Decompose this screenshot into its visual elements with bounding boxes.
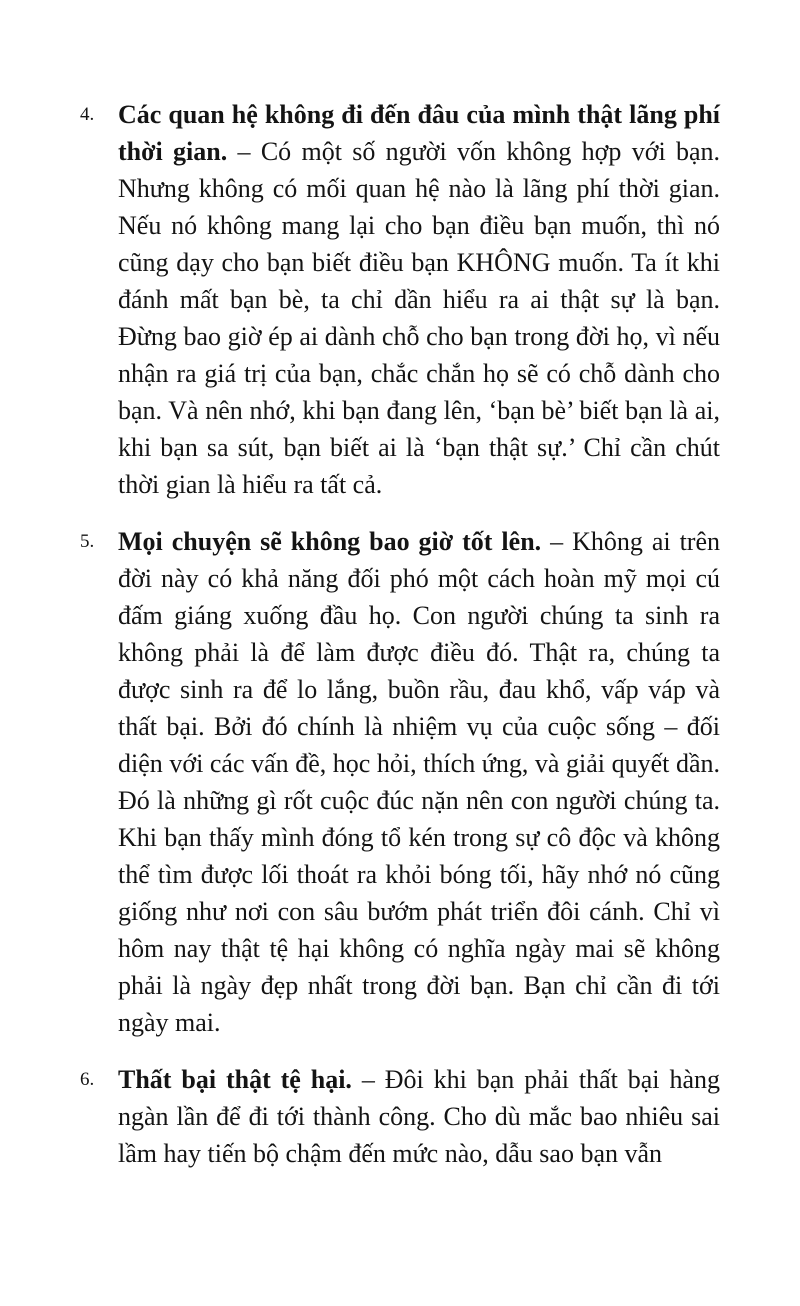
list-item [80, 96, 720, 503]
item-number: 5. [80, 531, 95, 552]
item-body: – Có một số người vốn không hợp với bạn. Nhưng không có mối quan hệ nào là lãng phí thời gian. Nếu nó không mang lại cho bạn điều bạn muốn, thì nó cũng dạy cho bạn biết điều bạn KHÔNG muốn. Ta ít khi đánh mất bạn bè, ta chỉ dần hiểu ra ai thật sự là bạn. Đừng bao giờ ép ai dành chỗ cho bạn trong đời họ, vì nếu nhận ra giá trị của bạn, chắc chắn họ sẽ có chỗ dành cho bạn. Và nên nhớ, khi bạn đang lên, ‘bạn bè’ biết bạn là ai, khi bạn sa sút, bạn biết ai là ‘bạn thật sự.’ Chỉ cần chút thời gian là hiểu ra tất cả. [118, 137, 721, 499]
item-heading: Thất bại thật tệ hại. [118, 1065, 352, 1094]
item-number: 6. [80, 1069, 95, 1090]
numbered-list [80, 96, 720, 1172]
item-heading: Các quan hệ không đi đến đâu của mình thật lãng phí thời gian. [118, 100, 720, 166]
item-body: – Không ai trên đời này có khả năng đối phó một cách hoàn mỹ mọi cú đấm giáng xuống đầu họ. Con người chúng ta sinh ra không phải là để làm được điều đó. Thật ra, chúng ta được sinh ra để lo lắng, buồn rầu, đau khổ, vấp váp và thất bại. Bởi đó chính là nhiệm vụ của cuộc sống – đối diện với các vấn đề, học hỏi, thích ứng, và giải quyết dần. Đó là những gì rốt cuộc đúc nặn nên con người chúng ta. Khi bạn thấy mình đóng tổ kén trong sự cô độc và không thể tìm được lối thoát ra khỏi bóng tối, hãy nhớ nó cũng giống như nơi con sâu bướm phát triển đôi cánh. Chỉ vì hôm nay thật tệ hại không có nghĩa ngày mai sẽ không phải là ngày đẹp nhất trong đời bạn. Bạn chỉ cần đi tới ngày mai. [118, 527, 720, 1037]
item-body: – Đôi khi bạn phải thất bại hàng ngàn lần để đi tới thành công. Cho dù mắc bao nhiêu sai lầm hay tiến bộ chậm đến mức nào, dẫu sao bạn vẫn [118, 1065, 720, 1168]
item-heading: Mọi chuyện sẽ không bao giờ tốt lên. [118, 527, 542, 556]
list-item [80, 1061, 720, 1172]
item-number: 4. [80, 104, 95, 125]
list-item [80, 523, 720, 1041]
